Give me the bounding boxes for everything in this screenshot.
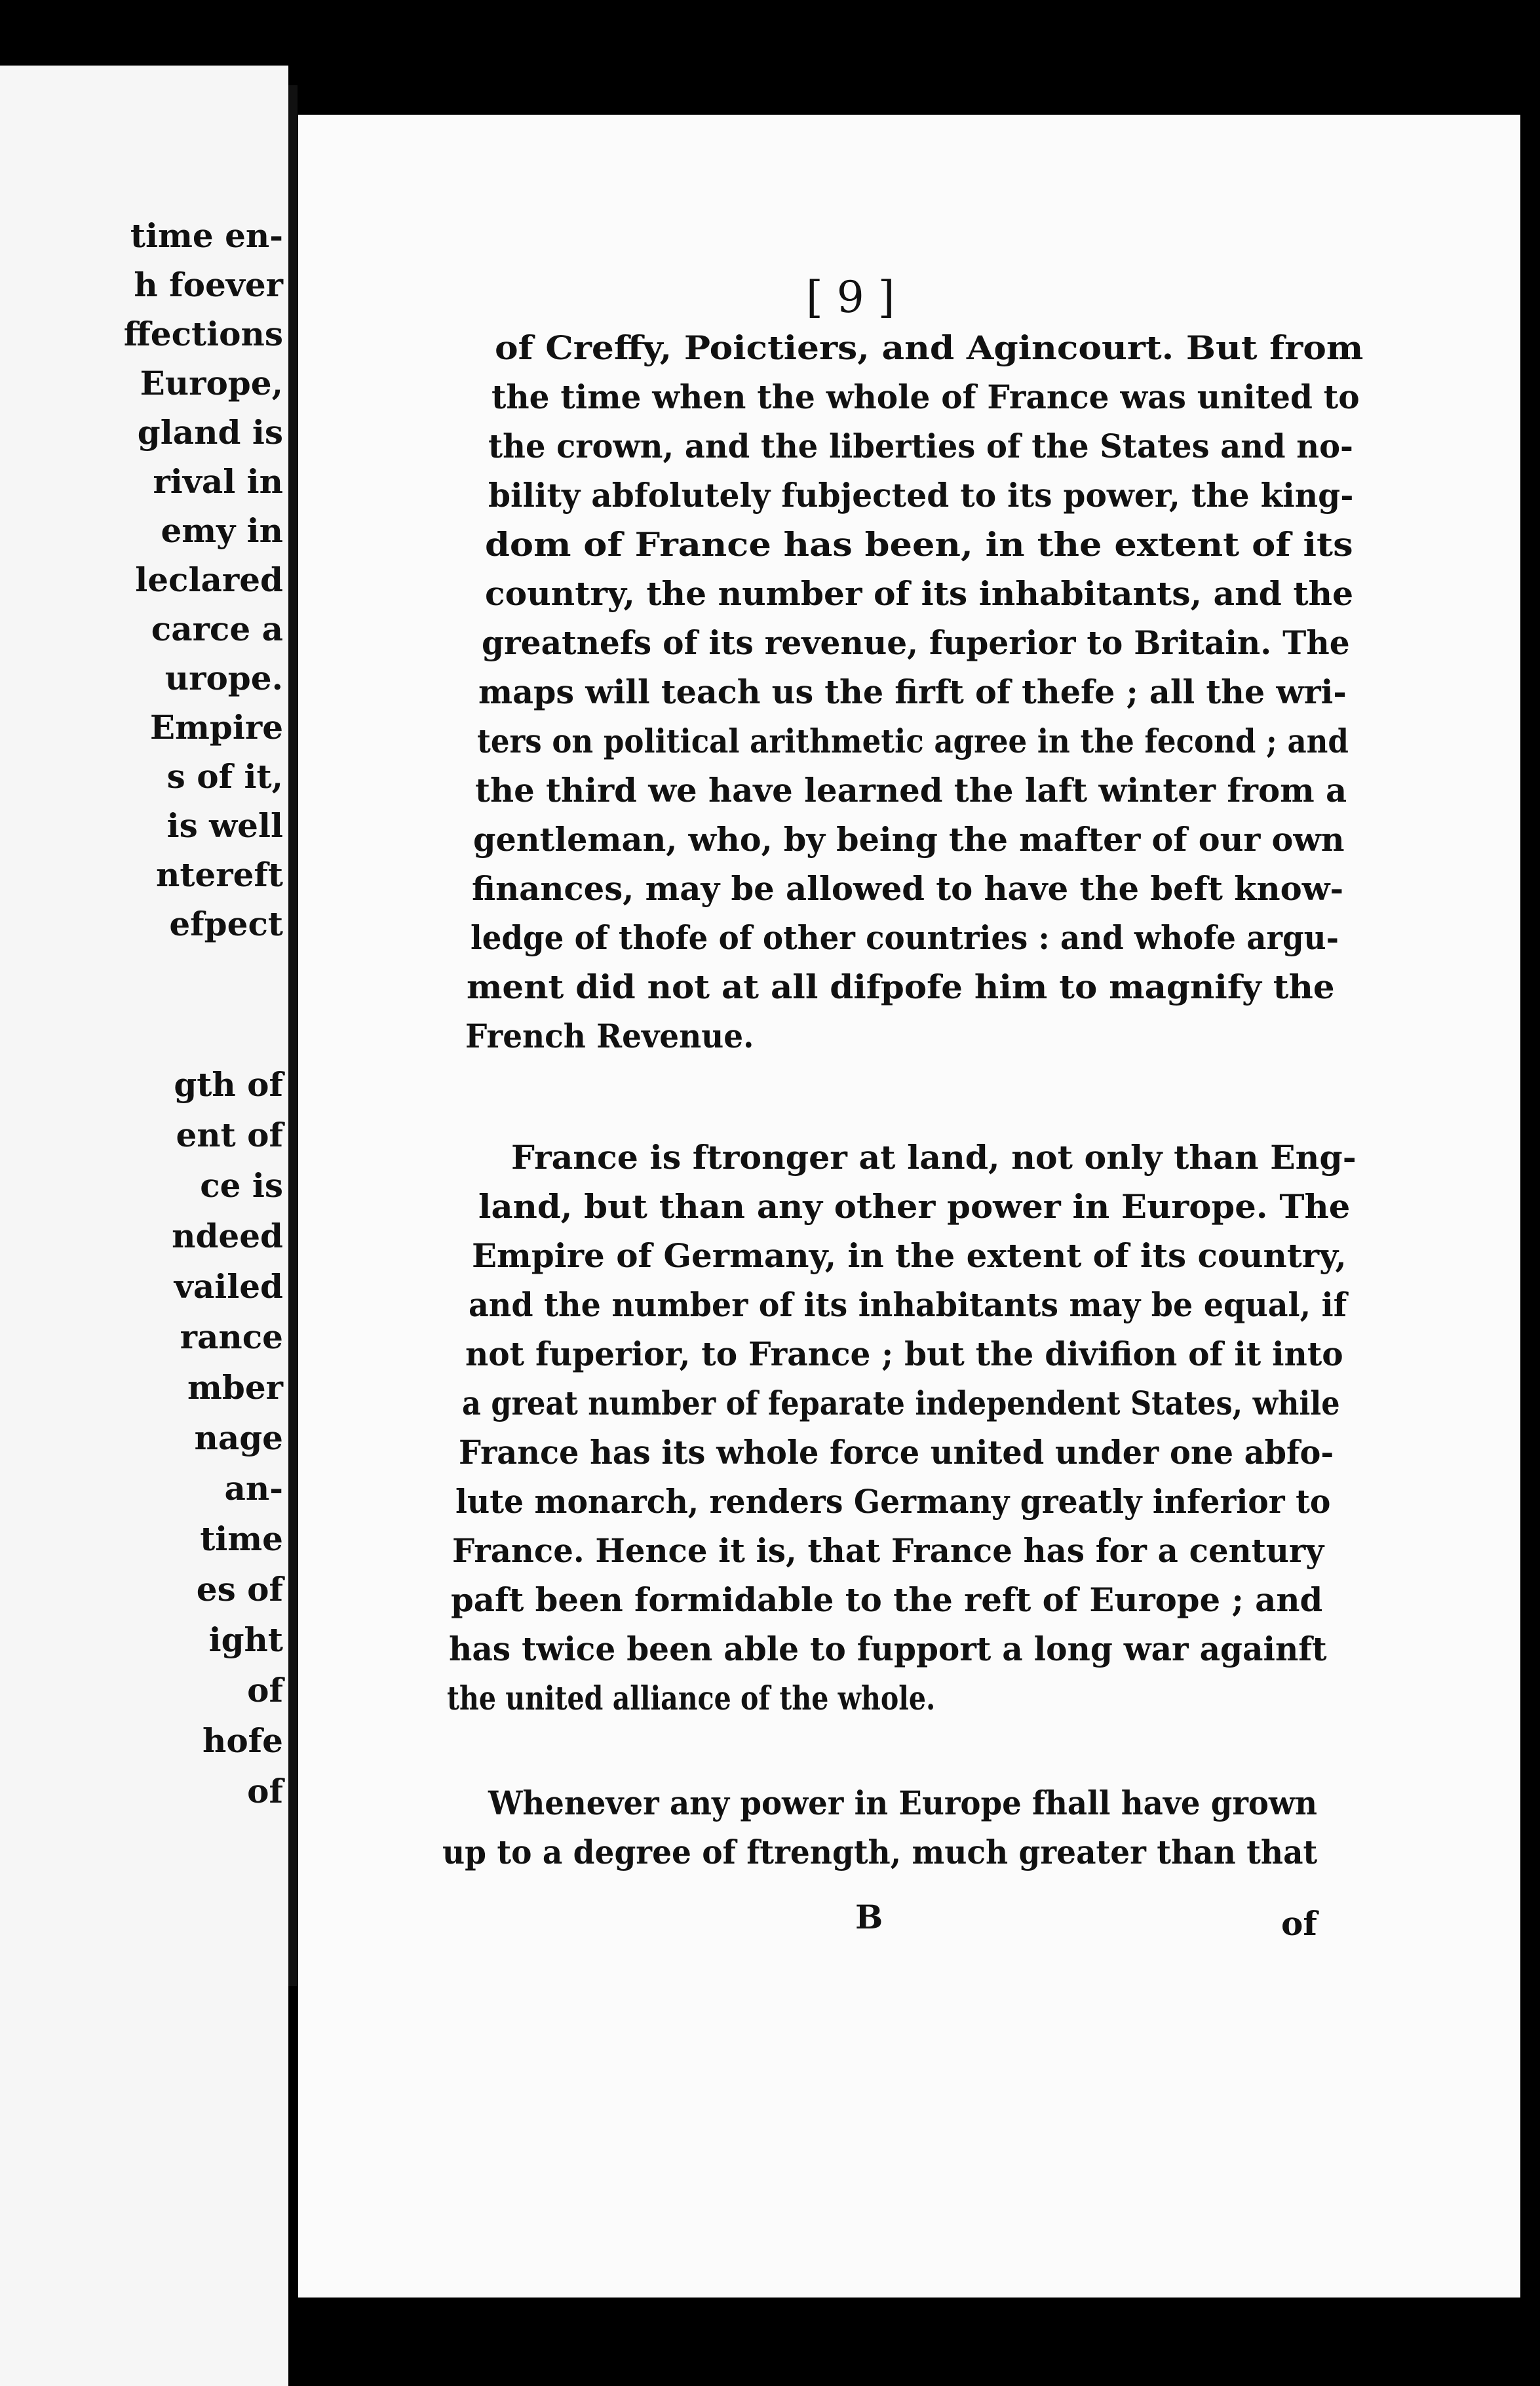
catchword: of xyxy=(1281,1904,1317,1943)
text-line: gentleman, who, by being the mafter of our own xyxy=(473,820,1345,859)
text-line: dom of France has been, in the extent of its xyxy=(485,525,1353,564)
text-line: bility abfolutely fubjected to its power, the king- xyxy=(488,476,1354,515)
text-line: greatnefs of its revenue, fuperior to Britain. The xyxy=(482,623,1350,662)
text-line: and the number of its inhabitants may be equal, if xyxy=(469,1285,1347,1324)
text-line: French Revenue. xyxy=(465,1017,754,1055)
left-page-fragment: Europe, xyxy=(140,364,283,402)
left-page-fragment: mber xyxy=(187,1368,283,1407)
text-line: ledge of thofe of other countries : and whofe argu- xyxy=(471,918,1339,957)
text-line: finances, may be allowed to have the beft know- xyxy=(472,869,1344,908)
text-line: country, the number of its inhabitants, and the xyxy=(485,574,1354,613)
text-line: ters on political arithmetic agree in the fecond ; and xyxy=(477,722,1349,760)
left-page-fragment: time en- xyxy=(130,216,283,255)
left-page-fragment: Empire xyxy=(149,708,283,747)
left-page-fragment: ntereft xyxy=(155,855,283,894)
left-page-fragment: ight xyxy=(208,1620,283,1659)
left-page-fragment: of xyxy=(247,1772,283,1810)
left-page-fragment: vailed xyxy=(174,1267,283,1306)
text-line: the crown, and the liberties of the States and no- xyxy=(488,427,1353,465)
left-page-fragment: ent of xyxy=(176,1116,283,1154)
text-line: paft been formidable to the reft of Europe ; and xyxy=(451,1580,1323,1619)
left-page-fragment: emy in xyxy=(161,511,283,550)
left-page-fragment: of xyxy=(247,1671,283,1710)
text-line: not fuperior, to France ; but the divifion of it into xyxy=(465,1335,1343,1373)
book-gutter xyxy=(288,85,298,1986)
left-page-fragment: ce is xyxy=(200,1166,283,1205)
signature-mark: B xyxy=(855,1898,883,1936)
left-page-fragment: s of it, xyxy=(166,757,283,796)
left-page-fragment: h foever xyxy=(134,265,283,304)
left-page-fragment: gth of xyxy=(174,1065,283,1104)
left-page-fragment: ndeed xyxy=(172,1217,283,1255)
left-facing-page xyxy=(0,66,288,2386)
text-line: maps will teach us the firft of thefe ; all the wri- xyxy=(478,673,1347,711)
left-page-fragment: is well xyxy=(166,806,283,845)
text-line: France. Hence it is, that France has for a century xyxy=(452,1531,1324,1570)
left-page-fragment: gland is xyxy=(137,413,283,452)
left-page-fragment: hofe xyxy=(202,1721,283,1760)
left-page-fragment: ffections xyxy=(123,315,283,353)
left-page-fragment: rival in xyxy=(153,462,283,501)
left-page-fragment: an- xyxy=(224,1469,283,1508)
left-page-fragment: leclared xyxy=(135,560,283,599)
text-line: the united alliance of the whole. xyxy=(447,1679,936,1717)
text-line: lute monarch, renders Germany greatly inferior to xyxy=(455,1482,1331,1521)
left-page-fragment: carce a xyxy=(151,610,283,648)
text-line: Whenever any power in Europe fhall have grown xyxy=(488,1784,1318,1822)
text-line: the third we have learned the laft winter from a xyxy=(475,771,1347,810)
text-line: France has its whole force united under one abfo- xyxy=(459,1433,1334,1472)
left-page-fragment: urope. xyxy=(164,659,283,697)
page-number-header: [ 9 ] xyxy=(806,272,895,323)
left-page-fragment: rance xyxy=(180,1318,283,1356)
text-line: Empire of Germany, in the extent of its country, xyxy=(472,1236,1347,1275)
text-line: a great number of feparate independent States, while xyxy=(462,1384,1340,1422)
left-page-fragment: nage xyxy=(194,1418,283,1457)
left-page-fragment: time xyxy=(200,1519,283,1558)
text-line: has twice been able to fupport a long war againft xyxy=(449,1630,1327,1668)
text-line: up to a degree of ftrength, much greater than that xyxy=(442,1833,1318,1871)
text-line: the time when the whole of France was united to xyxy=(491,378,1360,416)
left-page-fragment: efpect xyxy=(169,905,283,943)
left-page-fragment: es of xyxy=(196,1570,283,1609)
text-line: France is ftronger at land, not only than Eng- xyxy=(511,1138,1357,1177)
text-line: land, but than any other power in Europe. The xyxy=(478,1187,1351,1226)
text-line: ment did not at all difpofe him to magnify the xyxy=(467,968,1335,1006)
text-line: of Creffy, Poictiers, and Agincourt. But from xyxy=(495,328,1364,367)
